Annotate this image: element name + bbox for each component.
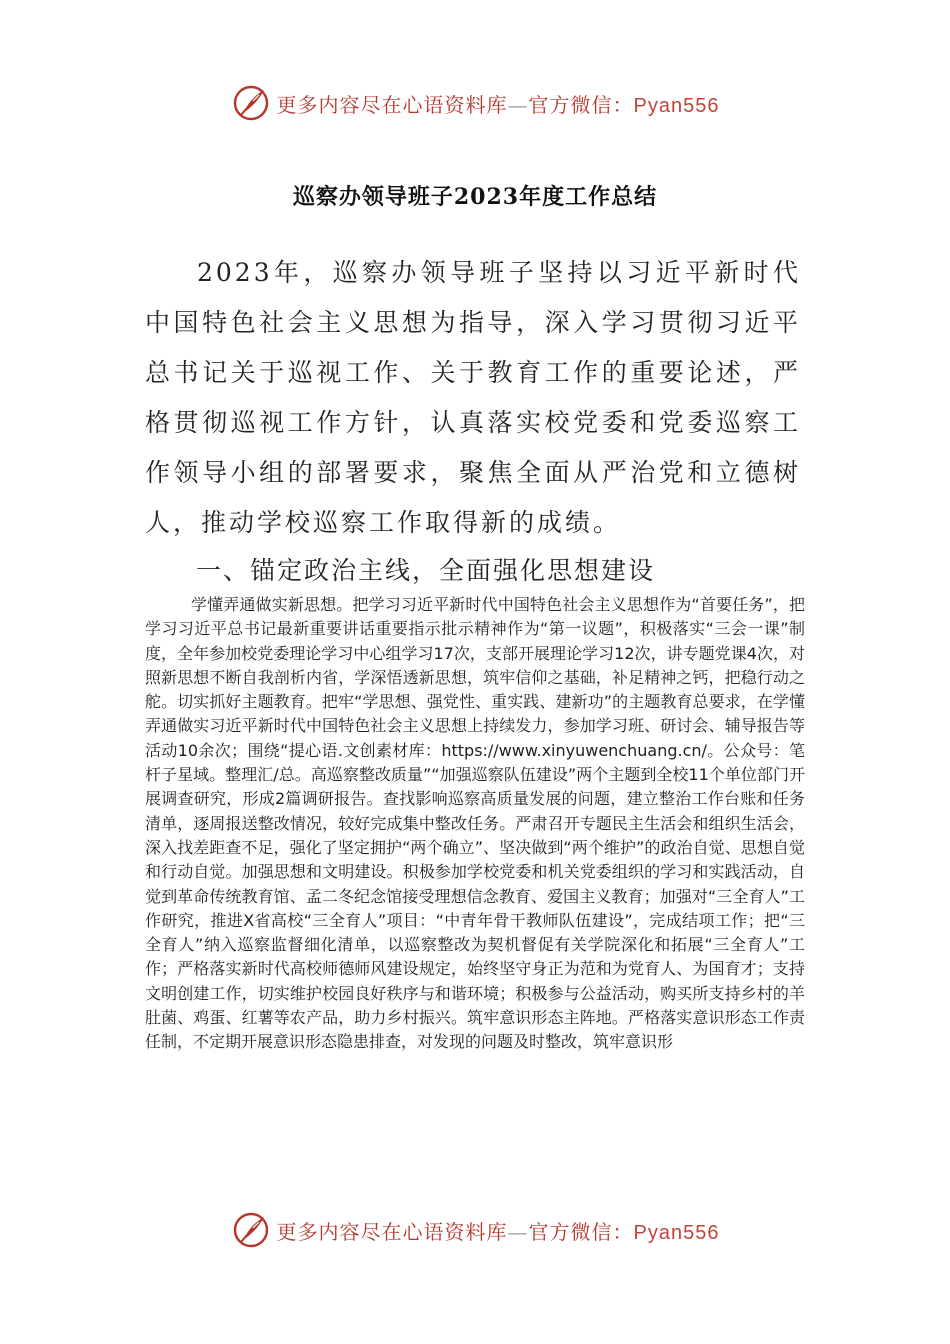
quill-logo-icon	[231, 1210, 271, 1250]
watermark-site-name: 更多内容尽在心语资料库	[276, 92, 508, 117]
watermark-text	[277, 1216, 720, 1245]
watermark-content-bottom	[231, 1210, 720, 1250]
watermark-banner-bottom	[0, 1207, 950, 1253]
section-1-body-paragraph: 学懂弄通做实新思想。把学习习近平新时代中国特色社会主义思想作为“首要任务”，把学习习近平总书记最新重要讲话重要指示批示精神作为“第一议题”，积极落实“三会一课”制度，全年参加校党委理论学习中心组学习17次，支部开展理论学习12次，讲专题党课4次，对照新思想不断自我剖析内省，学深悟透新思想，筑牢信仰之基础，补足精神之钙，把稳行动之舵。切实抓好主题教育。把牢“学思想、强党性、重实践、建新功”的主题教育总要求，在学懂弄通做实习近平新时代中国特色社会主义思想上持续发力，参加学习班、研讨会、辅导报告等活动10余次；围绕“提心语.文创素材库：https://www.xinyuwenchuang.cn/。公众号：笔杆子星域。整理汇/总。高巡察整改质量”“加强巡察队伍建设”两个主题到全校11个单位部门开展调查研究，形成2篇调研报告。查找影响巡察高质量发展的问题，建立整治工作台账和任务清单，逐周报送整改情况，较好完成集中整改任务。严肃召开专题民主生活会和组织生活会，深入找差距查不足，强化了坚定拥护“两个确立”、坚决做到“两个维护”的政治自觉、思想自觉和行动自觉。加强思想和文明建设。积极参加学校党委和机关党委组织的学习和实践活动，自觉到革命传统教育馆、孟二冬纪念馆接受理想信念教育、爱国主义教育；加强对“三全育人”工作研究，推进X省高校“三全育人”项目：“中青年骨干教师队伍建设”，完成结项工作；把“三全育人”纳入巡察监督细化清单，以巡察整改为契机督促有关学院深化和拓展“三全育人”工作；严格落实新时代高校师德师风建设规定，始终坚守身正为范和为党育人、为国育才；支持文明创建工作，切实维护校园良好秩序与和谐环境；积极参与公益活动，购买所支持乡村的羊肚菌、鸡蛋、红薯等农产品，助力乡村振兴。筑牢意识形态主阵地。严格落实意识形态工作责任制，不定期开展意识形态隐患排查，对发现的问题及时整改，筑牢意识形	[145, 595, 805, 1052]
watermark-dash: —	[507, 92, 529, 117]
watermark-site-name: 更多内容尽在心语资料库	[276, 1219, 508, 1244]
watermark-wechat-label: 官方微信：	[528, 92, 634, 117]
intro-paragraph: 2023年，巡察办领导班子坚持以习近平新时代中国特色社会主义思想为指导，深入学习贯彻习近平总书记关于巡视工作、关于教育工作的重要论述，严格贯彻巡视工作方针，认真落实校党委和党委巡察工作领导小组的部署要求，聚焦全面从严治党和立德树人，推动学校巡察工作取得新的成绩。	[145, 258, 801, 537]
watermark-wechat-handle: Pyan556	[633, 1221, 720, 1244]
watermark-wechat-label: 官方微信：	[528, 1219, 634, 1244]
watermark-content	[231, 83, 720, 123]
section-heading-1: 一、锚定政治主线，全面强化思想建设	[196, 556, 656, 585]
watermark-banner-top	[0, 80, 950, 126]
watermark-wechat-handle: Pyan556	[633, 94, 720, 117]
document-title: 巡察办领导班子2023年度工作总结	[292, 184, 658, 210]
quill-logo-icon	[231, 83, 271, 123]
watermark-dash: —	[507, 1219, 529, 1244]
watermark-text	[277, 89, 720, 118]
